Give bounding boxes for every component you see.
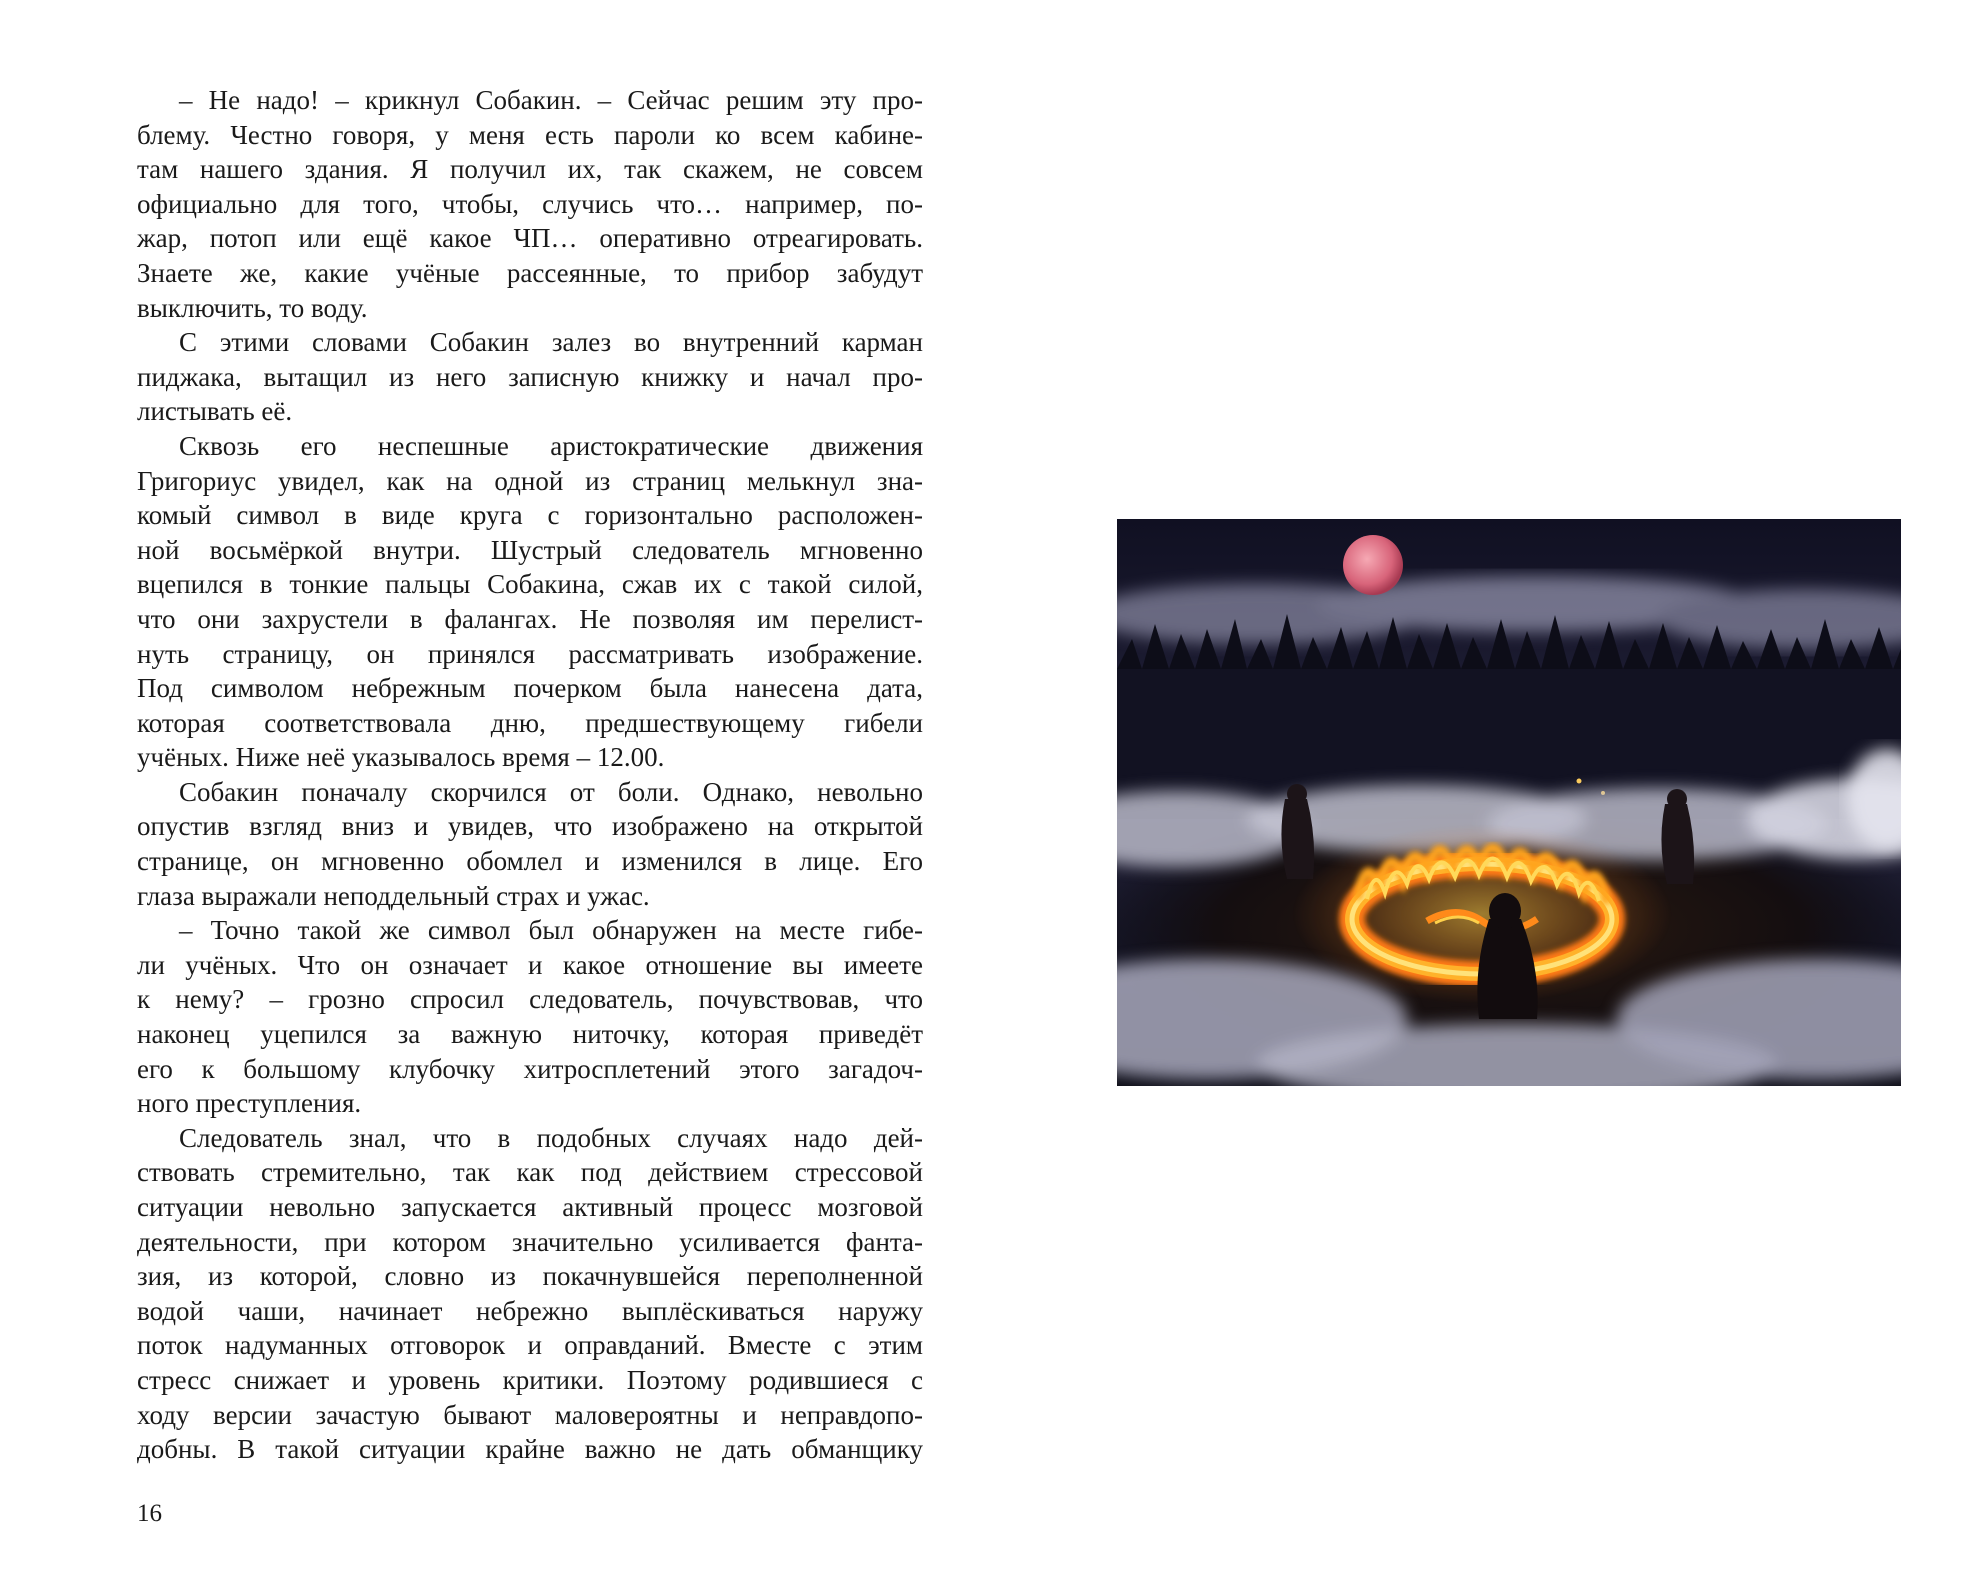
text-line: добны. В такой ситуации крайне важно не дать обманщику: [137, 1434, 923, 1465]
text-line: комый символ в виде круга с горизонтально расположен-: [137, 500, 923, 531]
text-line: ли учёных. Что он означает и какое отношение вы имеете: [137, 949, 923, 980]
text-line: опустив взгляд вниз и увидев, что изображено на открытой: [137, 811, 923, 842]
moon-icon: [1343, 535, 1403, 595]
text-line: пиджака, вытащил из него записную книжку и начал про-: [137, 361, 923, 392]
text-line: к нему? – грозно спросил следователь, почувствовав, что: [137, 984, 923, 1015]
text-line: что они захрустели в фалангах. Не позволяя им перелист-: [137, 603, 923, 634]
text-line: С этими словами Собакин залез во внутренний карман: [179, 327, 923, 358]
text-line: вцепился в тонкие пальцы Собакина, сжав их с такой силой,: [137, 569, 923, 600]
text-line: блему. Честно говоря, у меня есть пароли ко всем кабине-: [137, 119, 923, 150]
text-line: деятельности, при котором значительно усиливается фанта-: [137, 1226, 923, 1257]
illustration-canvas: [1117, 519, 1901, 1086]
text-line: ной восьмёркой внутри. Шустрый следователь мгновенно: [137, 534, 923, 565]
page-number: 16: [137, 1500, 162, 1527]
text-line: Следователь знал, что в подобных случаях надо дей-: [179, 1122, 923, 1153]
text-line: водой чаши, начинает небрежно выплёскиваться наружу: [137, 1295, 923, 1326]
text-line: которая соответствовала дню, предшествующему гибели: [137, 707, 923, 738]
text-line: ствовать стремительно, так как под действием стрессовой: [137, 1157, 923, 1188]
text-line: странице, он мгновенно обомлел и изменился в лице. Его: [137, 846, 923, 877]
light-dot: [1577, 779, 1582, 784]
text-line: учёных. Ниже неё указывалось время – 12.00.: [137, 742, 665, 773]
text-line: Знаете же, какие учёные рассеянные, то прибор забудут: [137, 257, 923, 288]
text-line: зия, из которой, словно из покачнувшейся переполненной: [137, 1261, 923, 1292]
text-line: выключить, то воду.: [137, 292, 368, 323]
page-text: [137, 83, 923, 1467]
text-line: Григориус увидел, как на одной из страниц мелькнул зна-: [137, 465, 923, 496]
text-line: глаза выражали неподдельный страх и ужас.: [137, 880, 650, 911]
text-line: наконец уцепился за важную ниточку, которая приведёт: [137, 1019, 923, 1050]
text-line: ситуации невольно запускается активный процесс мозговой: [137, 1192, 923, 1222]
text-line: стресс снижает и уровень критики. Поэтому родившиеся с: [137, 1364, 923, 1395]
text-line: жар, потоп или ещё какое ЧП… оперативно отреагировать.: [137, 223, 923, 254]
text-line: его к большому клубочку хитросплетений этого загадоч-: [137, 1053, 923, 1084]
text-line: листывать её.: [137, 396, 293, 427]
text-line: ходу версии зачастую бывают маловероятны и неправдопо-: [137, 1399, 923, 1430]
text-line: Под символом небрежным почерком была нанесена дата,: [137, 673, 923, 704]
text-line: – Не надо! – крикнул Собакин. – Сейчас решим эту про-: [179, 85, 923, 115]
night-forest-fire-ring-illustration: [1117, 519, 1901, 1086]
text-line: там нашего здания. Я получил их, так скажем, не совсем: [137, 154, 923, 185]
text-line: ного преступления.: [137, 1088, 362, 1119]
text-line: нуть страницу, он принялся рассматривать изображение.: [137, 638, 923, 669]
text-line: – Точно такой же символ был обнаружен на месте гибе-: [179, 915, 923, 946]
text-line: Собакин поначалу скорчился от боли. Однако, невольно: [179, 776, 923, 807]
text-line: Сквозь его неспешные аристократические движения: [179, 430, 923, 461]
text-line: официально для того, чтобы, случись что… например, по-: [137, 188, 923, 219]
text-line: поток надуманных отговорок и оправданий. Вместе с этим: [137, 1330, 923, 1361]
